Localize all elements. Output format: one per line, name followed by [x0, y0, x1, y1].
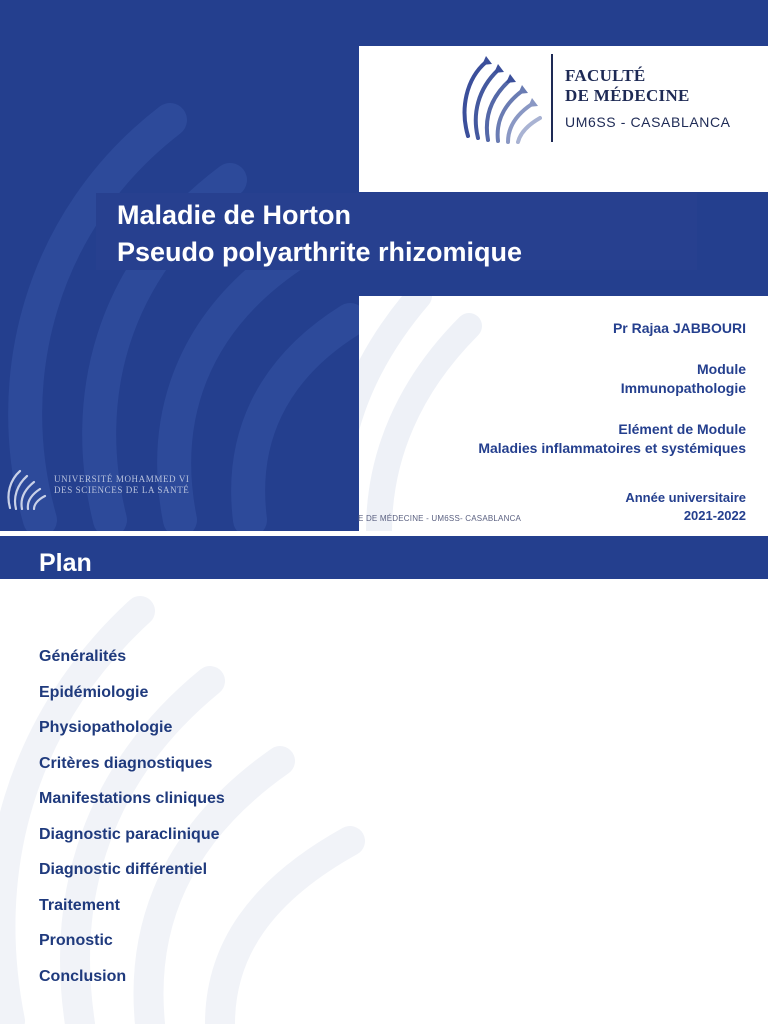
- module-info: [621, 360, 746, 398]
- plan-item: Epidémiologie: [39, 683, 149, 701]
- plan-item: Critères diagnostiques: [39, 754, 213, 772]
- logo-divider: [551, 54, 553, 142]
- plan-item: Diagnostic différentiel: [39, 861, 208, 878]
- plan-title: Plan: [39, 549, 92, 577]
- year-info: [625, 489, 746, 525]
- module-label: Module: [697, 361, 746, 377]
- university-logo-icon: [6, 466, 48, 510]
- plan-header-bar: [0, 536, 768, 579]
- element-label: Elément de Module: [618, 421, 746, 437]
- top-strip: [359, 0, 768, 46]
- plan-item: Manifestations cliniques: [39, 790, 225, 807]
- author-name: Pr Rajaa JABBOURI: [612, 320, 746, 336]
- faculty-name-line2: DE MÉDECINE: [565, 86, 690, 105]
- title-line-2: Pseudo polyarthrite rhizomique: [117, 237, 523, 267]
- plan-item: Généralités: [39, 648, 127, 665]
- university-line1: UNIVERSITÉ MOHAMMED VI: [54, 474, 190, 484]
- element-value: Maladies inflammatoires et systémiques: [478, 440, 746, 456]
- university-line2: DES SCIENCES DE LA SANTÉ: [54, 485, 190, 495]
- plan-slide: [0, 531, 768, 1024]
- year-value: 2021-2022: [683, 508, 746, 523]
- presentation-title: [117, 197, 522, 271]
- faculty-location: UM6SS - CASABLANCA: [565, 114, 731, 130]
- year-label: Année universitaire: [625, 490, 746, 505]
- faculty-logo-icon: [460, 54, 542, 144]
- slide-footer: E DE MÉDECINE - UM6SS- CASABLANCA: [358, 514, 522, 523]
- plan-item: Conclusion: [39, 967, 127, 985]
- element-info: [478, 420, 746, 458]
- faculty-logo-text: [565, 66, 731, 130]
- faculty-name-line1: FACULTÉ: [565, 66, 646, 85]
- plan-item: Diagnostic paraclinique: [39, 825, 220, 843]
- title-line-1: Maladie de Horton: [117, 200, 352, 230]
- module-value: Immunopathologie: [620, 380, 746, 396]
- plan-item: Pronostic: [39, 932, 113, 949]
- plan-list: [39, 639, 225, 994]
- university-name: [54, 474, 190, 496]
- plan-item: Physiopathologie: [39, 719, 173, 736]
- plan-item: Traitement: [39, 896, 120, 914]
